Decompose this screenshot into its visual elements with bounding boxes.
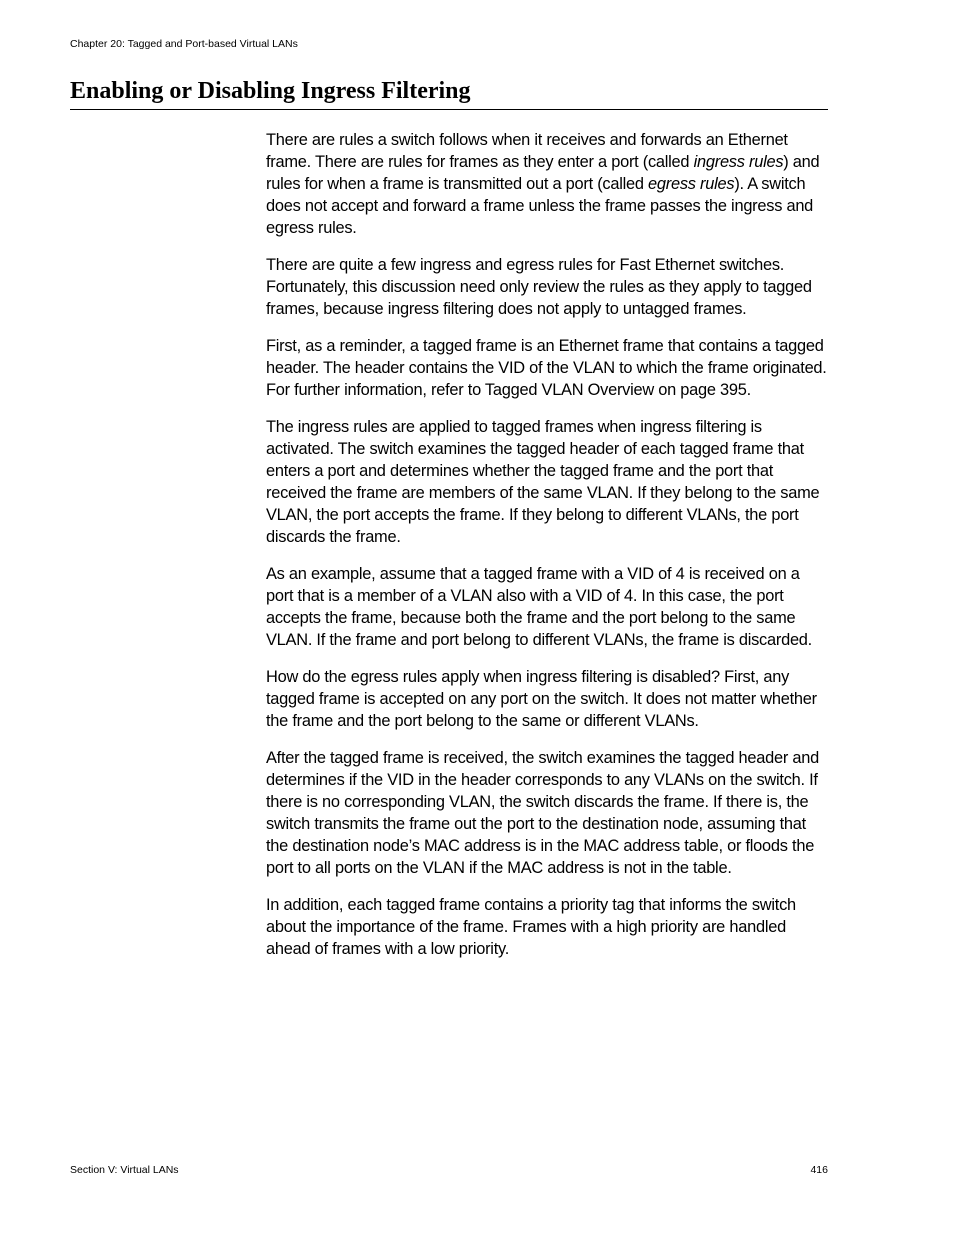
paragraph-7: After the tagged frame is received, the switch examines the tagged header and determines if the VID in the header corresponds to any VLANs on the switch. If there is no corresponding VLAN, the switch discards the frame. If there is, the switch transmits the frame out the port to the destination node, assuming that the destination node’s MAC address is in the MAC address table, or floods the port to all ports on the VLAN if the MAC address is not in the table.	[266, 749, 819, 877]
running-header: Chapter 20: Tagged and Port-based Virtual LANs	[70, 38, 298, 50]
footer-section-label: Section V: Virtual LANs	[70, 1164, 179, 1176]
paragraph-6: How do the egress rules apply when ingress filtering is disabled? First, any tagged frame is accepted on any port on the switch. It does not matter whether the frame and the port belong to the same or different VLANs.	[266, 668, 817, 730]
egress-rules-term: egress rules	[648, 175, 735, 193]
paragraph-1-part-b: ) and rules for when a frame is transmitted out a port (called	[266, 153, 820, 193]
paragraph-2: There are quite a few ingress and egress rules for Fast Ethernet switches. Fortunately, this discussion need only review the rules as they apply to tagged frames, because ingress filtering does not apply to untagged frames.	[266, 256, 812, 318]
paragraph-3: First, as a reminder, a tagged frame is an Ethernet frame that contains a tagged header. The header contains the VID of the VLAN to which the frame originated. For further information, refer to Tagged VLAN Overview on page 395.	[266, 337, 827, 399]
paragraph-1-part-c: ). A switch does not accept and forward a frame unless the frame passes the ingress and egress rules.	[266, 175, 814, 237]
ingress-rules-term: ingress rules	[693, 153, 784, 171]
footer-page-number: 416	[810, 1164, 828, 1176]
paragraph-4: The ingress rules are applied to tagged frames when ingress filtering is activated. The switch examines the tagged header of each tagged frame that enters a port and determines whether the tagged frame and the port that received the frame are members of the same VLAN. If they belong to the same VLAN, the port accepts the frame. If they belong to different VLANs, the port discards the frame.	[266, 418, 820, 546]
paragraph-5: As an example, assume that a tagged frame with a VID of 4 is received on a port that is a member of a VLAN also with a VID of 4. In this case, the port accepts the frame, because both the frame and the port belong to the same VLAN. If the frame and port belong to different VLANs, the frame is discarded.	[266, 565, 812, 649]
paragraph-8: In addition, each tagged frame contains a priority tag that informs the switch about the importance of the frame. Frames with a high priority are handled ahead of frames with a low priority.	[266, 896, 796, 958]
section-title: Enabling or Disabling Ingress Filtering	[70, 76, 828, 110]
paragraph-1-part-a: There are rules a switch follows when it receives and forwards an Ethernet frame. There are rules for frames as they enter a port (called	[266, 131, 788, 171]
body-text	[266, 129, 828, 975]
paragraph-1	[266, 129, 828, 239]
